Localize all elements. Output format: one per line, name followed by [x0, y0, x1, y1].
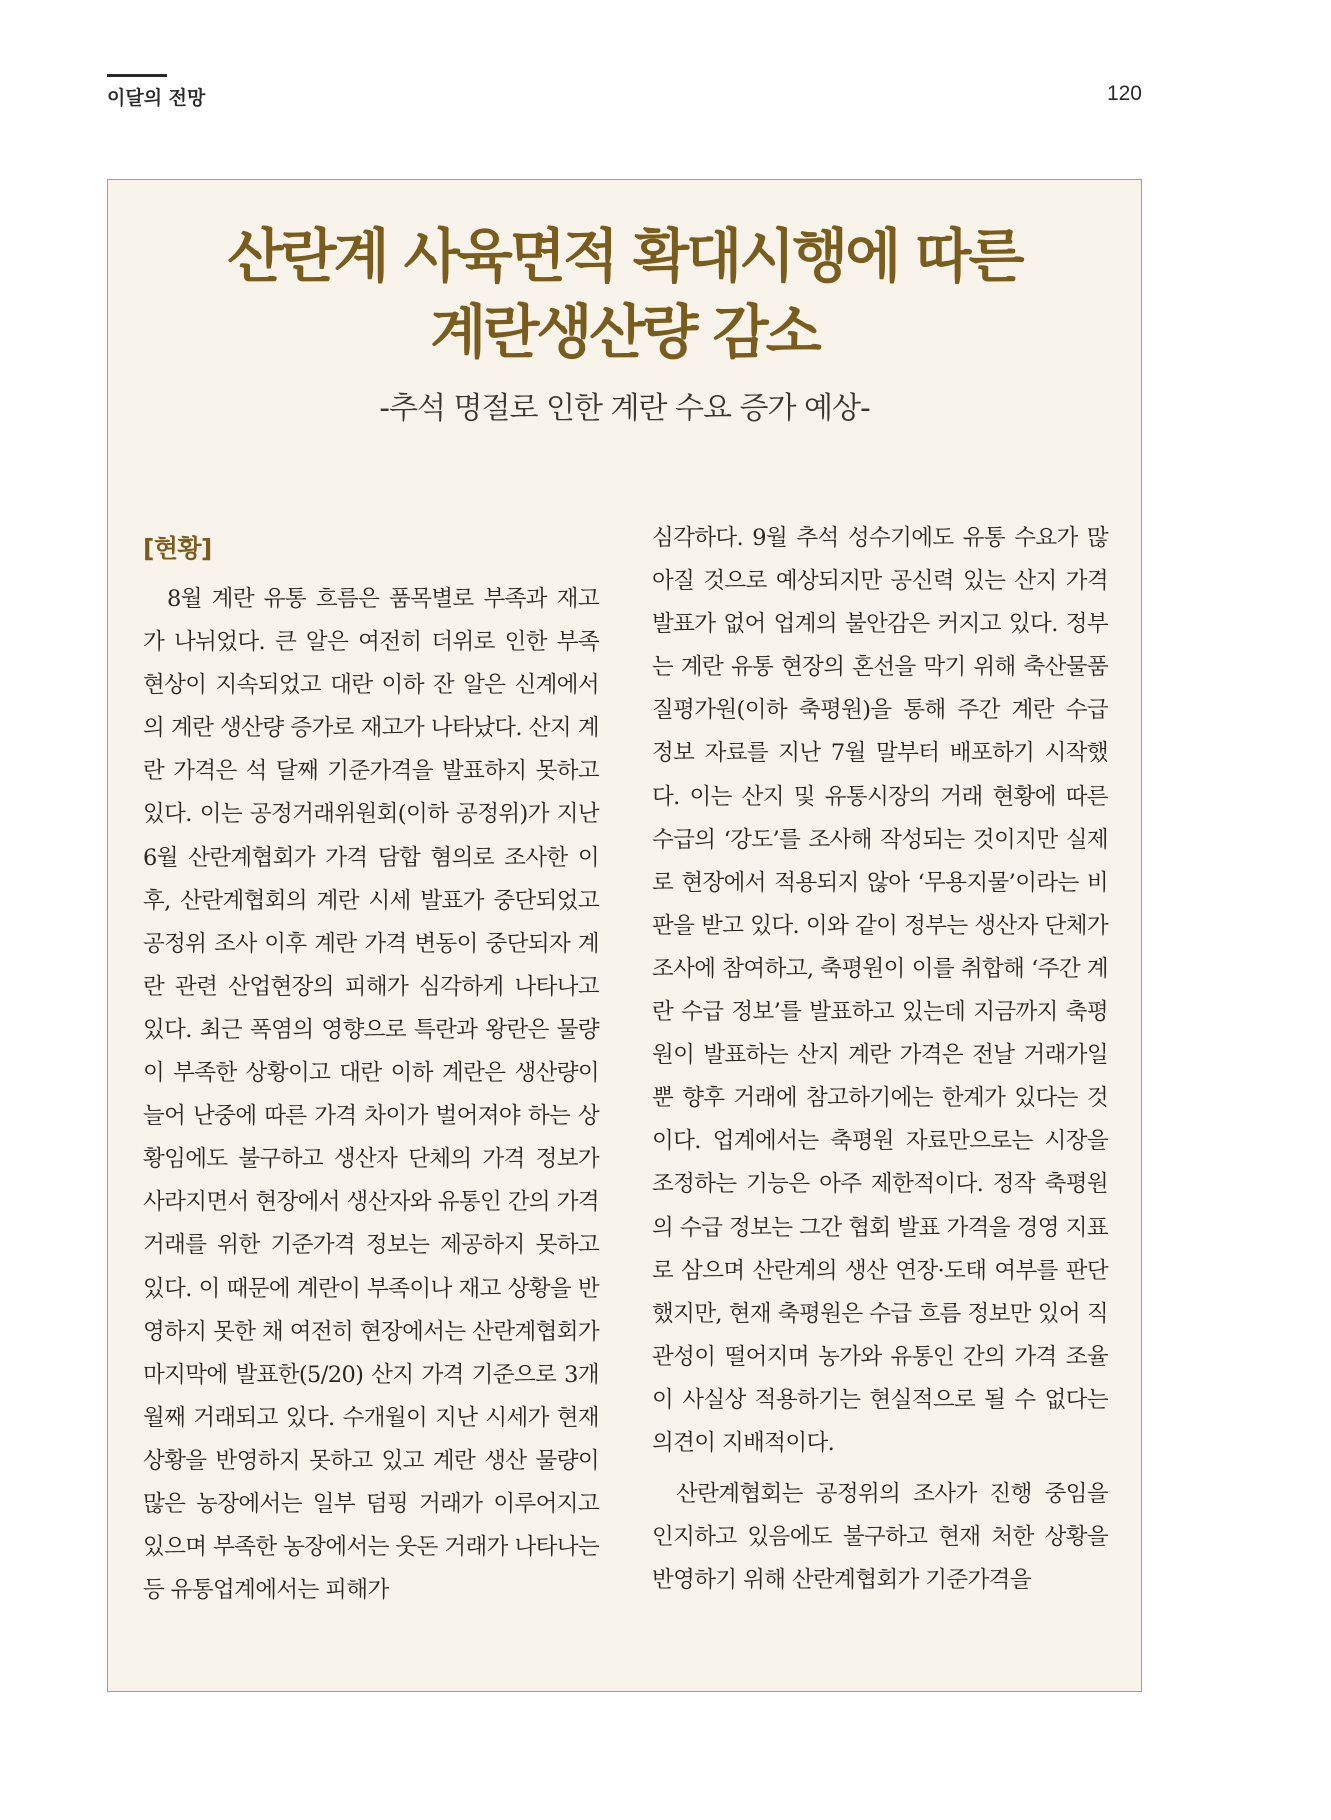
article-title — [108, 218, 1141, 370]
body-paragraph: 8월 계란 유통 흐름은 품목별로 부족과 재고가 나뉘었다. 큰 알은 여전히 더위로 인한 부족 현상이 지속되었고 대란 이하 잔 알은 신계에서의 계란 생산량 증가로 재고가 나타났다. 산지 계란 가격은 석 달째 기준가격을 발표하지 못하고 있다. 이는 공정거래위원회(이하 공정위)가 지난 6월 산란계협회가 가격 담합 혐의로 조사한 이후, 산란계협회의 계란 시세 발표가 중단되었고 공정위 조사 이후 계란 가격 변동이 중단되자 계란 관련 산업현장의 피해가 심각하게 나타나고 있다. 최근 폭염의 영향으로 특란과 왕란은 물량이 부족한 상황이고 대란 이하 계란은 생산량이 늘어 난중에 따른 가격 차이가 벌어져야 하는 상황임에도 불구하고 생산자 단체의 가격 정보가 사라지면서 현장에서 생산자와 유통인 간의 가격 거래를 위한 기준가격 정보는 제공하지 못하고 있다. 이 때문에 계란이 부족이나 재고 상황을 반영하지 못한 채 여전히 현장에서는 산란계협회가 마지막에 발표한(5/20) 산지 가격 기준으로 3개월째 거래되고 있다. 수개월이 지난 시세가 현재 상황을 반영하지 못하고 있고 계란 생산 물량이 많은 농장에서는 일부 덤핑 거래가 이루어지고 있으며 부족한 농장에서는 웃돈 거래가 나타나는 등 유통업계에서는 피해가 — [143, 586, 599, 1604]
article-title-line-2: 계란생산량 감소 — [430, 298, 819, 366]
body-paragraph: 심각하다. 9월 추석 성수기에도 유통 수요가 많아질 것으로 예상되지만 공신력 있는 산지 가격 발표가 없어 업계의 불안감은 커지고 있다. 정부는 계란 유통 현장의 혼선을 막기 위해 축산물품질평가원(이하 축평원)을 통해 주간 계란 수급 정보 자료를 지난 7월 말부터 배포하기 시작했다. 이는 산지 및 유통시장의 거래 현황에 따른 수급의 ‘강도’를 조사해 작성되는 것이지만 실제로 현장에서 적용되지 않아 ‘무용지물’이라는 비판을 받고 있다. 이와 같이 정부는 생산자 단체가 조사에 참여하고, 축평원이 이를 취합해 ‘주간 계란 수급 정보’를 발표하고 있는데 지금까지 축평원이 발표하는 산지 계란 가격은 전날 거래가일 뿐 향후 거래에 참고하기에는 한계가 있다는 것이다. 업계에서는 축평원 자료만으로는 시장을 조정하는 기능은 아주 제한적이다. 정작 축평원의 수급 정보는 그간 협회 발표 가격을 경영 지표로 삼으며 산란계의 생산 연장·도태 여부를 판단했지만, 현재 축평원은 수급 흐름 정보만 있어 직관성이 떨어지며 농가와 유통인 간의 가격 조율이 사실상 적용하기는 현실적으로 될 수 없다는 의견이 지배적이다. — [652, 525, 1108, 1456]
right-column — [652, 517, 1108, 1602]
article-subtitle: -추석 명절로 인한 계란 수요 증가 예상- — [379, 391, 870, 426]
left-column — [143, 527, 599, 1612]
page-number: 120 — [1106, 82, 1142, 105]
header-rule — [107, 74, 167, 77]
section-heading: [현황] — [143, 534, 212, 563]
body-paragraph: 산란계협회는 공정위의 조사가 진행 중임을 인지하고 있음에도 불구하고 현재 처한 상황을 반영하기 위해 산란계협회가 기준가격을 — [652, 1481, 1108, 1594]
article-box — [107, 179, 1142, 1692]
article-title-line-1: 산란계 사육면적 확대시행에 따른 — [227, 222, 1022, 290]
section-label: 이달의 전망 — [107, 87, 206, 109]
